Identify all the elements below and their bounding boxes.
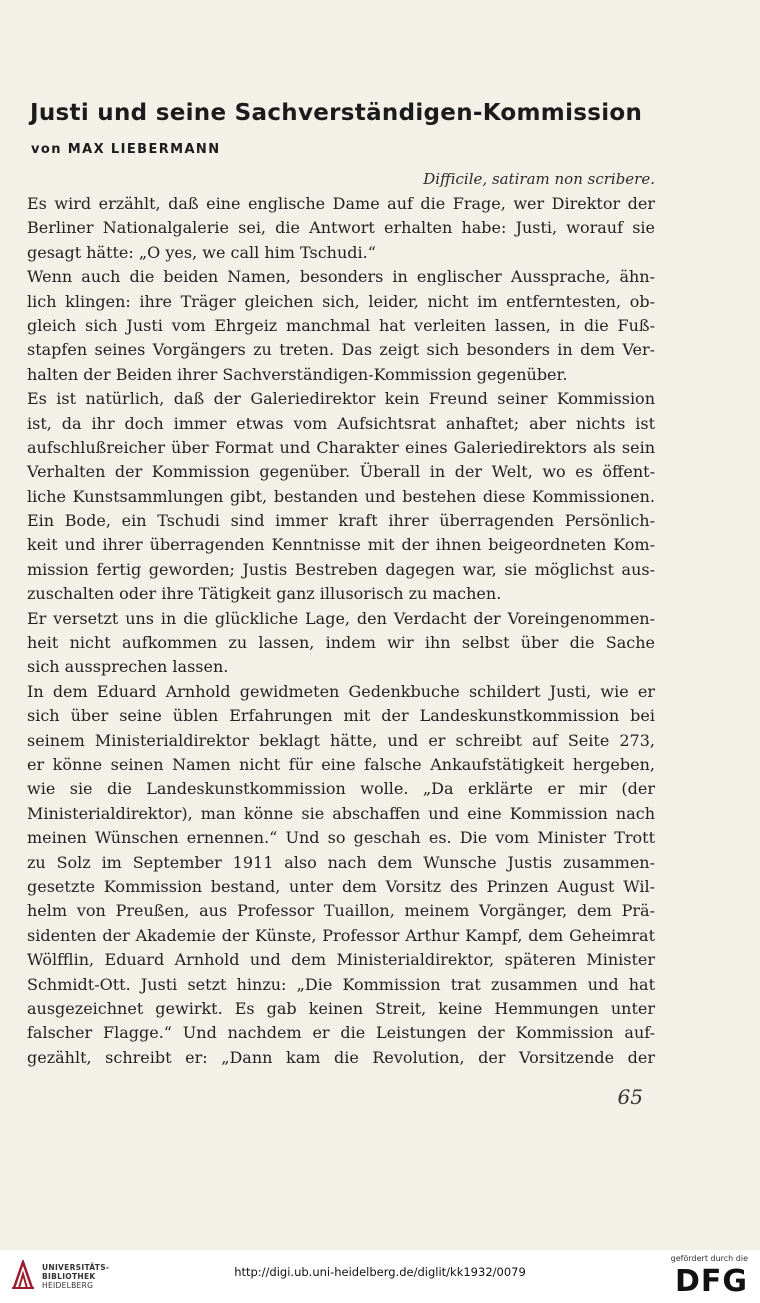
text-line: Verhalten der Kommission gegenüber. Überall in der Welt, wo es öffent- xyxy=(27,462,655,482)
text-line: Er versetzt uns in die glückliche Lage, den Verdacht der Voreingenommen- xyxy=(27,608,655,628)
text-line: lich klingen: ihre Träger gleichen sich, leider, nicht im entferntesten, ob- xyxy=(27,291,655,311)
text-line: halten der Beiden ihrer Sachverständigen-Kommission gegenüber. xyxy=(27,364,568,384)
dfg-logo[interactable]: DFG xyxy=(674,1264,748,1299)
text-line: helm von Preußen, aus Professor Tuaillon, meinem Vorgänger, dem Prä- xyxy=(27,901,655,921)
text-line: In dem Eduard Arnhold gewidmeten Gedenkbuche schildert Justi, wie er xyxy=(27,681,655,701)
text-line: Ein Bode, ein Tschudi sind immer kraft ihrer überragenden Persönlich- xyxy=(27,511,655,531)
university-name-line: HEIDELBERG xyxy=(42,1281,94,1290)
text-line: sich aussprechen lassen. xyxy=(27,657,229,677)
university-name-line: BIBLIOTHEK xyxy=(42,1272,96,1281)
digital-copy-link[interactable]: http://digi.ub.uni-heidelberg.de/diglit/kk1932/0079 xyxy=(234,1265,526,1279)
funded-by-label: gefördert durch die xyxy=(670,1254,748,1263)
text-line: ausgezeichnet gewirkt. Es gab keinen Streit, keine Hemmungen unter xyxy=(27,998,655,1018)
text-line: gesetzte Kommission bestand, unter dem Vorsitz des Prinzen August Wil- xyxy=(27,876,655,896)
text-line: heit nicht aufkommen zu lassen, indem wir ihn selbst über die Sache xyxy=(27,633,655,653)
text-line: gezählt, schreibt er: „Dann kam die Revolution, der Vorsitzende der xyxy=(27,1047,655,1067)
text-line: Es ist natürlich, daß der Galeriedirektor kein Freund seiner Kommission xyxy=(27,389,655,409)
text-line: ist, da ihr doch immer etwas vom Aufsichtsrat anhaftet; aber nichts ist xyxy=(27,413,655,433)
text-line: meinen Wünschen ernennen.“ Und so geschah es. Die vom Minister Trott xyxy=(27,828,655,848)
text-line: Berliner Nationalgalerie sei, die Antwort erhalten habe: Justi, worauf sie xyxy=(27,218,655,238)
text-line: sich über seine üblen Erfahrungen mit der Landeskunstkommission bei xyxy=(27,706,655,726)
text-line: mission fertig geworden; Justis Bestreben dagegen war, sie möglichst aus- xyxy=(27,559,655,579)
text-line: seinem Ministerialdirektor beklagt hätte, und er schreibt auf Seite 273, xyxy=(27,730,655,750)
article-title: Justi und seine Sachverständigen-Kommission xyxy=(30,100,643,126)
text-line: wie sie die Landeskunstkommission wolle. „Da erklärte er mir (der xyxy=(27,779,655,799)
text-line: zu Solz im September 1911 also nach dem Wunsche Justis zusammen- xyxy=(27,852,655,872)
footer-bar xyxy=(0,1250,760,1303)
text-line: aufschlußreicher über Format und Charakter eines Galeriedirektors als sein xyxy=(27,437,655,457)
university-name-line: UNIVERSITÄTS- xyxy=(42,1263,110,1272)
article-byline: von MAX LIEBERMANN xyxy=(31,142,221,157)
text-line: keit und ihrer überragenden Kenntnisse mit der ihnen beigeordneten Kom- xyxy=(27,535,655,555)
text-line: Es wird erzählt, daß eine englische Dame auf die Frage, wer Direktor der xyxy=(27,194,655,213)
text-line: Wenn auch die beiden Namen, besonders in englischer Aussprache, ähn- xyxy=(27,267,655,287)
text-line: stapfen seines Vorgängers zu treten. Das zeigt sich besonders in dem Ver- xyxy=(27,340,655,360)
text-line: zuschalten oder ihre Tätigkeit ganz illusorisch zu machen. xyxy=(27,584,502,604)
article-body xyxy=(27,192,655,1070)
text-line: falscher Flagge.“ Und nachdem er die Leistungen der Kommission auf- xyxy=(27,1023,655,1043)
text-line: Ministerialdirektor), man könne sie abschaffen und eine Kommission nach xyxy=(27,803,655,823)
text-line: sidenten der Akademie der Künste, Professor Arthur Kampf, dem Geheimrat xyxy=(27,925,655,945)
text-line: gesagt hätte: „O yes, we call him Tschudi.“ xyxy=(27,242,376,262)
page-number: 65 xyxy=(617,1085,643,1109)
text-line: Wölfflin, Eduard Arnhold und dem Ministerialdirektor, späteren Minister xyxy=(27,950,655,970)
article-motto: Difficile, satiram non scribere. xyxy=(423,170,655,188)
text-line: liche Kunstsammlungen gibt, bestanden und bestehen diese Kommissionen. xyxy=(27,486,655,506)
text-line: Schmidt-Ott. Justi setzt hinzu: „Die Kommission trat zusammen und hat xyxy=(27,974,655,994)
text-line: gleich sich Justi vom Ehrgeiz manchmal hat verleiten lassen, in die Fuß- xyxy=(27,315,655,335)
text-line: er könne seinen Namen nicht für eine falsche Ankaufstätigkeit hergeben, xyxy=(27,754,655,774)
